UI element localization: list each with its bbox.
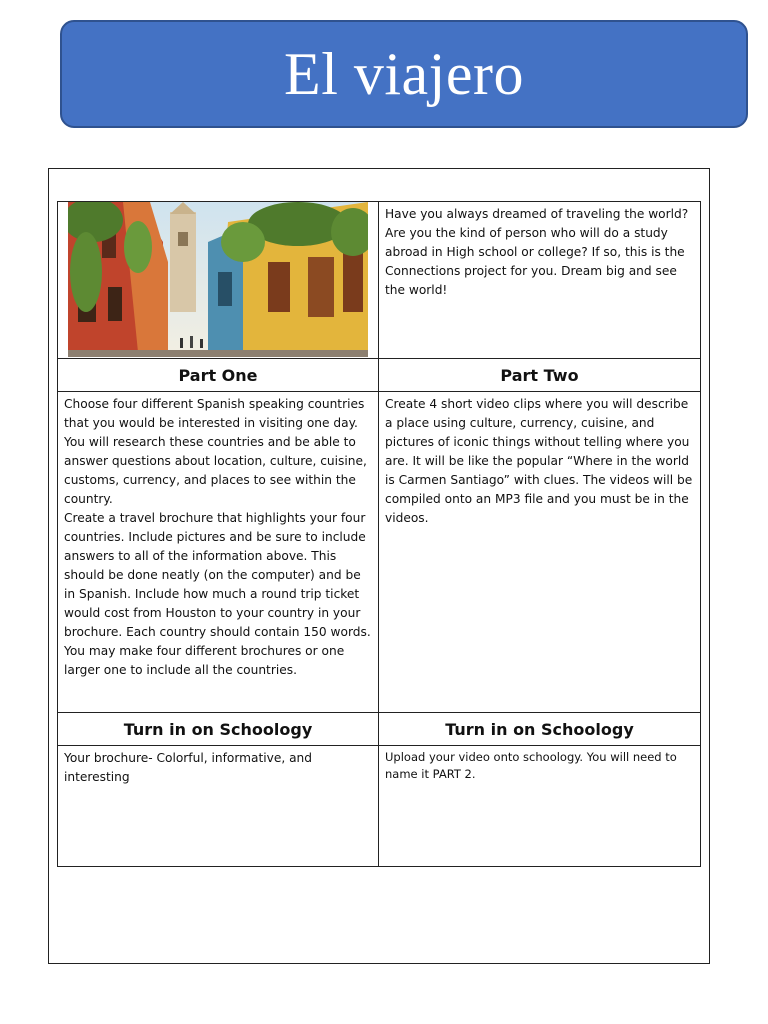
street-photo xyxy=(68,202,368,357)
intro-cell xyxy=(379,202,701,359)
photo-cell xyxy=(58,202,379,359)
part-one-paragraph-2: Create a travel brochure that highlights your four countries. Include pictures and be sure to include answers to all of the information above. This should be done neatly (on the computer) and be in Spanish. Include how much a round trip ticket would cost from Houston to your country in your brochure. Each country should contain 150 words. You may make four different brochures or one larger one to include all the countries. xyxy=(64,511,371,677)
part-two-heading: Part Two xyxy=(379,359,701,392)
turn-in-two-heading: Turn in on Schoology xyxy=(379,713,701,746)
title-banner xyxy=(60,20,748,128)
intro-text: Have you always dreamed of traveling the world? Are you the kind of person who will do a study abroad in High school or college? If so, this is the Connections project for you. Dream big and see the world! xyxy=(385,207,689,297)
turn-in-one-cell xyxy=(58,746,379,867)
page-title: El viajero xyxy=(284,40,524,107)
turn-in-one-text: Your brochure- Colorful, informative, and interesting xyxy=(64,751,313,784)
turn-in-one-heading: Turn in on Schoology xyxy=(58,713,379,746)
project-table xyxy=(57,201,701,867)
turn-in-two-cell xyxy=(379,746,701,867)
part-one-paragraph-1: Choose four different Spanish speaking countries that you would be interested in visiting one day. You will research these countries and be able to answer questions about location, culture, cuisine, customs, currency, and places to see within the country. xyxy=(64,397,367,506)
part-one-cell xyxy=(58,392,379,713)
part-one-heading: Part One xyxy=(58,359,379,392)
turn-in-two-text: Upload your video onto schoology. You will need to name it PART 2. xyxy=(385,750,677,781)
part-two-text: Create 4 short video clips where you will describe a place using culture, currency, cuisine, and pictures of iconic things without telling where you are. It will be like the popular “Where in the world is Carmen Santiago” with clues. The videos will be compiled onto an MP3 file and you must be in the videos. xyxy=(385,397,693,525)
part-two-cell xyxy=(379,392,701,713)
